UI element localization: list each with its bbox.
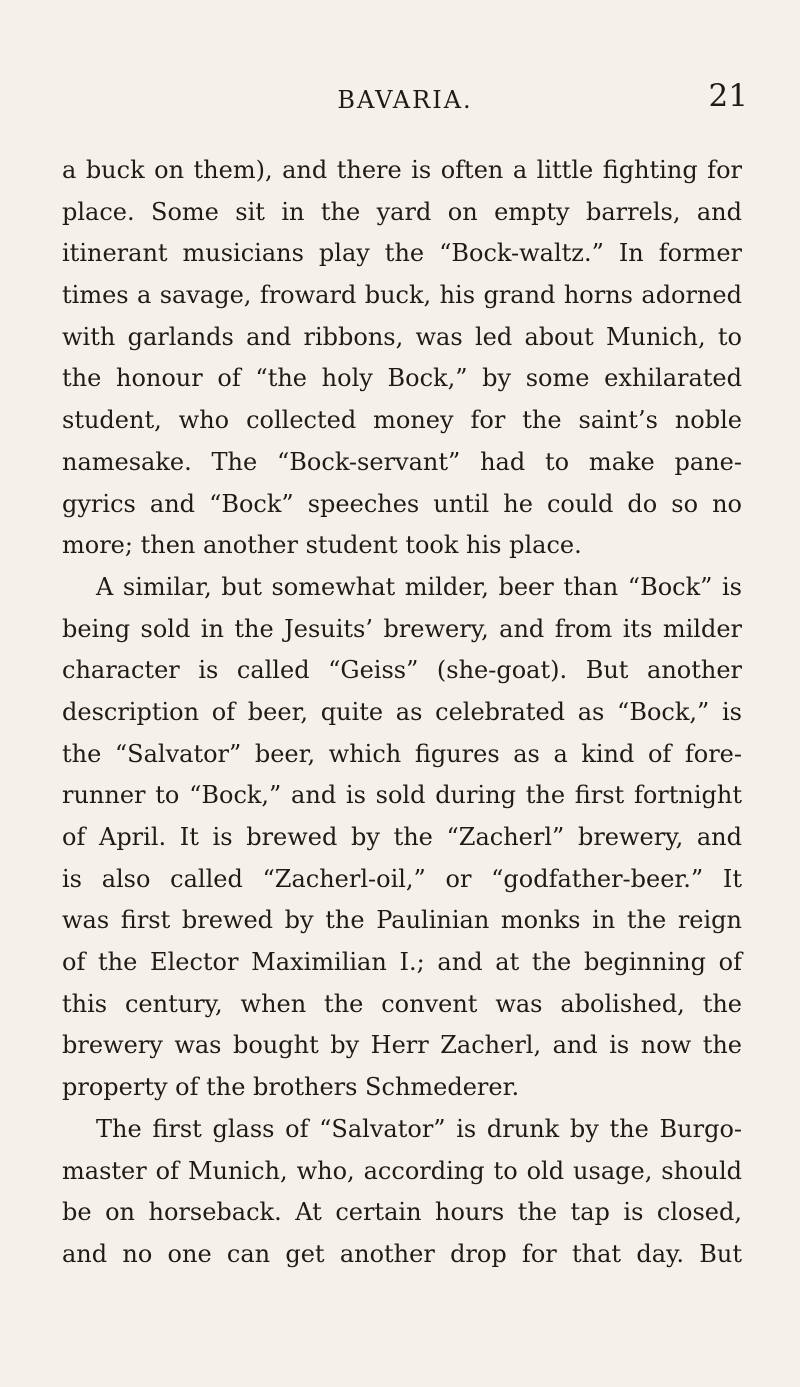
running-head: BAVARIA. bbox=[337, 86, 473, 114]
body-text bbox=[62, 150, 742, 1276]
text-line: gyrics and “Bock” speeches until he could do so no bbox=[62, 489, 742, 518]
text-line: itinerant musicians play the “Bock-waltz.” In former bbox=[62, 239, 742, 268]
text-line: was first brewed by the Paulinian monks in the reign bbox=[62, 906, 742, 935]
page-number: 21 bbox=[708, 78, 748, 114]
text-line: runner to “Bock,” and is sold during the first fortnight bbox=[62, 781, 742, 810]
text-line: and no one can get another drop for that day. But bbox=[62, 1239, 742, 1268]
text-line: more; then another student took his place. bbox=[62, 531, 582, 560]
text-line: the honour of “the holy Bock,” by some exhilarated bbox=[62, 364, 742, 393]
text-line: times a savage, froward buck, his grand horns adorned bbox=[62, 281, 742, 310]
text-line: place. Some sit in the yard on empty barrels, and bbox=[62, 197, 742, 226]
text-line: The first glass of “Salvator” is drunk by the Burgo- bbox=[96, 1114, 742, 1143]
text-line: being sold in the Jesuits’ brewery, and from its milder bbox=[62, 614, 742, 643]
text-line: character is called “Geiss” (she-goat). But another bbox=[62, 656, 742, 685]
text-line: this century, when the convent was abolished, the bbox=[62, 989, 742, 1018]
text-line: A similar, but somewhat milder, beer than “Bock” is bbox=[96, 572, 742, 601]
text-line: of April. It is brewed by the “Zacherl” brewery, and bbox=[62, 823, 742, 851]
text-line: namesake. The “Bock-servant” had to make pane- bbox=[62, 447, 742, 476]
page-header bbox=[62, 80, 748, 120]
text-line: property of the brothers Schmederer. bbox=[62, 1073, 520, 1102]
text-line: description of beer, quite as celebrated as “Bock,” is bbox=[62, 697, 742, 726]
text-line: of the Elector Maximilian I.; and at the beginning of bbox=[62, 948, 742, 977]
text-line: the “Salvator” beer, which figures as a kind of fore- bbox=[62, 739, 742, 768]
text-line: brewery was bought by Herr Zacherl, and is now the bbox=[62, 1031, 742, 1060]
text-line: is also called “Zacherl-oil,” or “godfather-beer.” It bbox=[62, 864, 742, 893]
text-line: be on horseback. At certain hours the tap is closed, bbox=[62, 1198, 742, 1227]
text-line: with garlands and ribbons, was led about Munich, to bbox=[62, 322, 742, 351]
text-line: student, who collected money for the saint’s noble bbox=[62, 406, 742, 435]
text-line: master of Munich, who, according to old usage, should bbox=[62, 1156, 742, 1185]
text-line: a buck on them), and there is often a little fighting for bbox=[62, 156, 742, 184]
